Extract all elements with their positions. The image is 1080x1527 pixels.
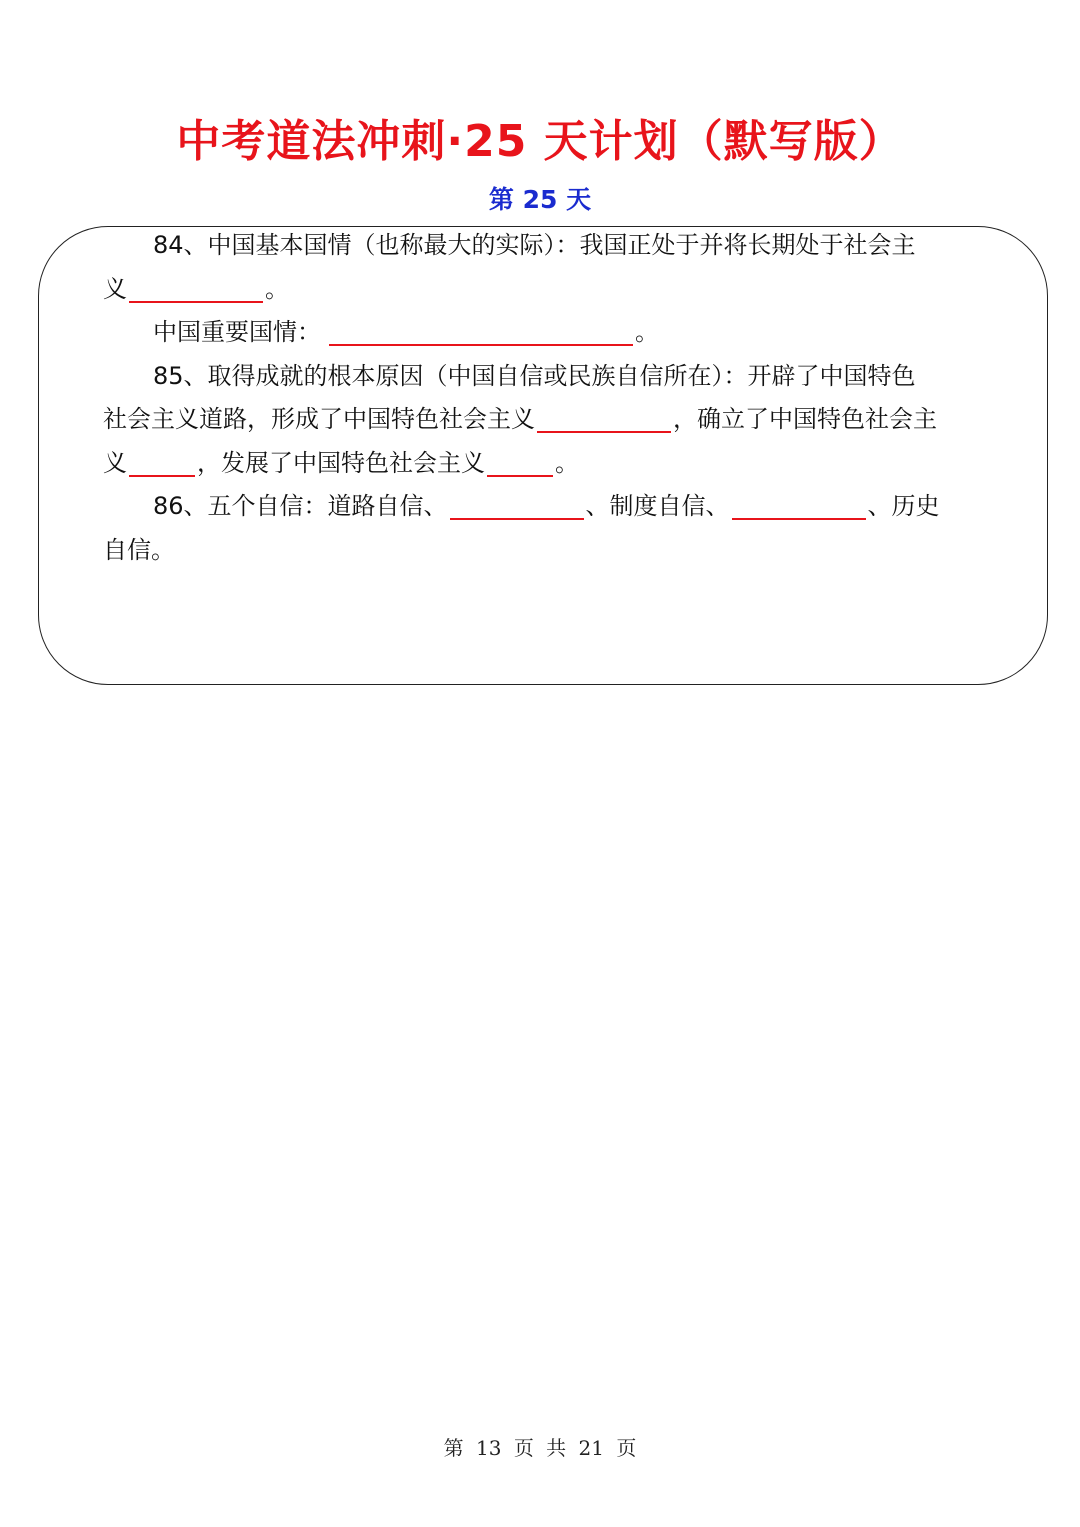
fill-blank-q85-2[interactable]: [129, 449, 195, 477]
q84-line-2: [103, 268, 983, 312]
q85-text-post2: 。: [555, 448, 579, 477]
q85-line-3: [103, 442, 983, 486]
q85-line-2: [103, 398, 983, 442]
q85-text-mid: ，发展了中国特色社会主义: [197, 448, 485, 477]
q86-text-post: 、历史: [867, 492, 940, 520]
q86-text-mid: 、制度自信、: [585, 492, 730, 520]
dictation-content: [103, 224, 983, 572]
q84b-line: [103, 311, 983, 355]
q84-line-1: [103, 224, 983, 268]
q86-text-end: 自信。: [103, 535, 175, 564]
q84b-text-pre: 中国重要国情：: [153, 318, 321, 346]
day-label: 第 25 天: [488, 185, 592, 214]
q86-line-2: [103, 529, 983, 573]
fill-blank-q84-1[interactable]: [129, 275, 263, 303]
q84-text-post: 。: [265, 274, 289, 303]
q85-line-1: [103, 355, 983, 399]
q84-text-pre: 义: [103, 274, 127, 303]
q86-line-1: [103, 485, 983, 529]
q85-text-post: ，确立了中国特色社会主: [673, 405, 937, 433]
fill-blank-q85-3[interactable]: [487, 449, 553, 477]
q86-text-pre: 86、五个自信：道路自信、: [153, 492, 448, 520]
q85-text-pre: 社会主义道路，形成了中国特色社会主义: [103, 405, 535, 433]
q84-text: 84、中国基本国情（也称最大的实际）：我国正处于并将长期处于社会主: [153, 231, 916, 259]
page-number: 第 13 页 共 21 页: [443, 1436, 637, 1460]
q85-text: 85、取得成就的根本原因（中国自信或民族自信所在）：开辟了中国特色: [153, 361, 916, 390]
fill-blank-q86-2[interactable]: [732, 492, 866, 520]
fill-blank-q84-2[interactable]: [329, 318, 633, 346]
fill-blank-q86-1[interactable]: [450, 492, 584, 520]
page-title: 中考道法冲刺·25 天计划（默写版）: [176, 116, 904, 167]
fill-blank-q85-1[interactable]: [537, 405, 671, 433]
q84b-text-post: 。: [635, 318, 659, 346]
q85-text-pre2: 义: [103, 448, 127, 477]
